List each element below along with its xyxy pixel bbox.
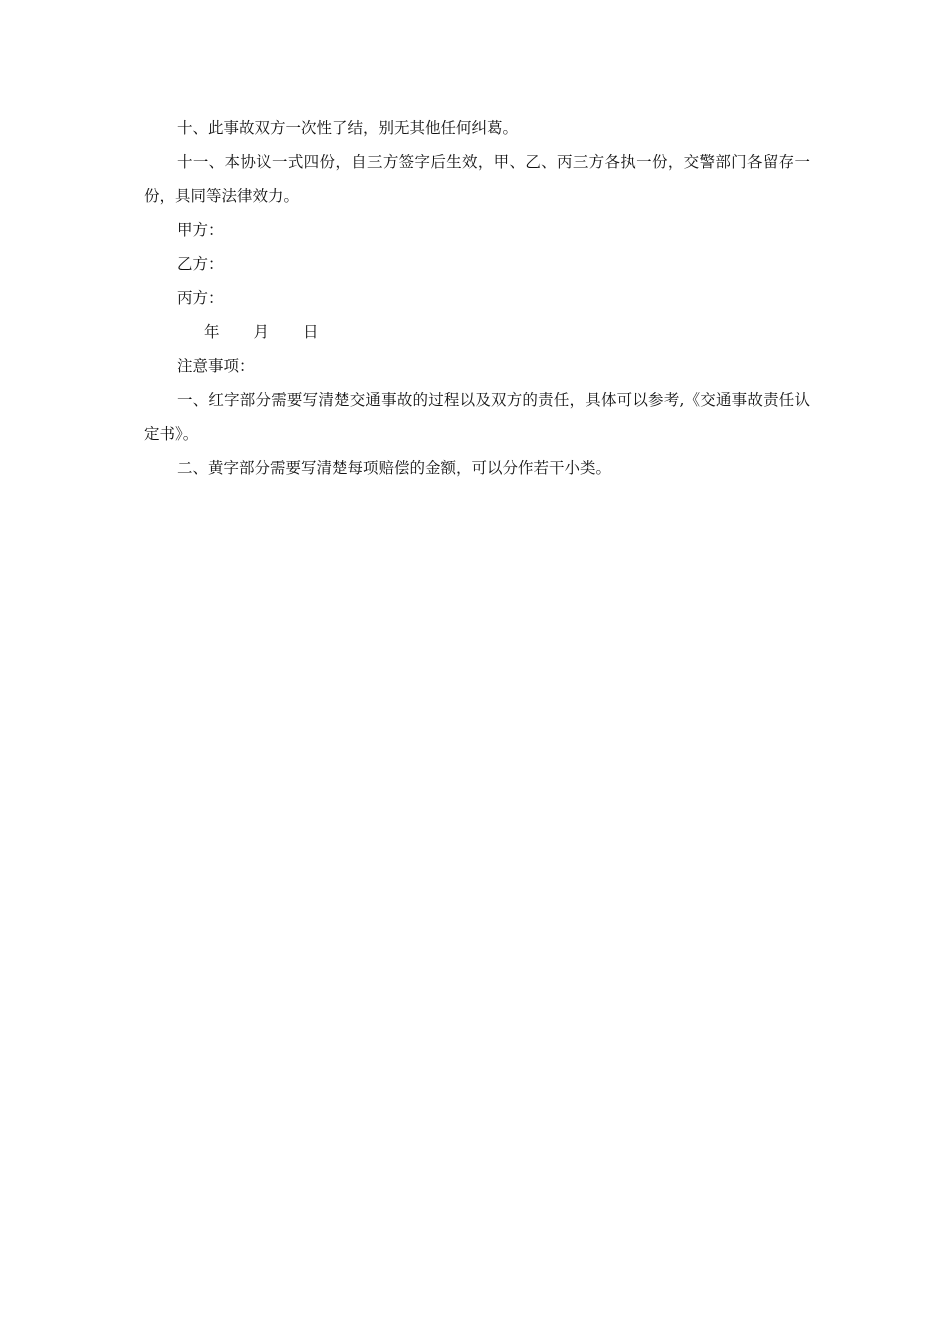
party-a-signature-label: 甲方：: [177, 221, 224, 239]
party-c-signature-label: 丙方：: [177, 289, 224, 307]
date-day-label: 日: [303, 323, 319, 341]
signing-date-line: [144, 315, 810, 349]
note-2: 二、黄字部分需要写清楚每项赔偿的金额，可以分作若干小类。: [177, 459, 612, 477]
document-body: [144, 111, 810, 485]
party-b-signature-label: 乙方：: [177, 255, 224, 273]
notes-title: 注意事项：: [177, 357, 255, 375]
note-1: 一、红字部分需要写清楚交通事故的过程以及双方的责任，具体可以参考,《交通事故责任认定书》。: [144, 391, 810, 443]
clause-11: 十一、本协议一式四份，自三方签字后生效，甲、乙、丙三方各执一份，交警部门各留存一份，具同等法律效力。: [144, 153, 810, 205]
date-month-label: 月: [253, 323, 270, 341]
clause-10: 十、此事故双方一次性了结，别无其他任何纠葛。: [177, 119, 519, 137]
date-year-label: 年: [204, 323, 220, 341]
